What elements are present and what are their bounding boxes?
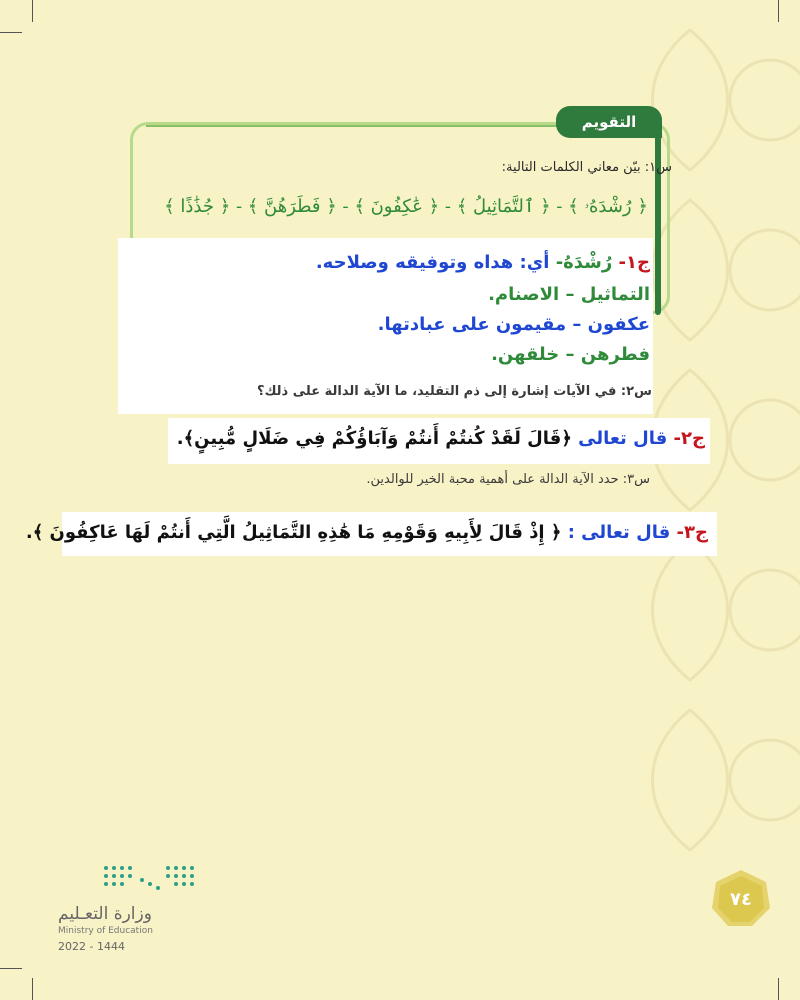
answer-1-meaning: أي: هداه وتوفيقه وصلاحه.: [315, 252, 550, 273]
answer-1-prefix: ج١-: [618, 252, 650, 273]
answer-1-line-3: عكفون – مقيمون على عبادتها.: [377, 314, 650, 335]
crop-mark: [32, 0, 33, 22]
question-1: س١: بيّن معاني الكلمات التالية:: [501, 160, 672, 175]
answer-2-verse: ﴿قَالَ لَقَدْ كُنتُمْ أَنتُمْ وَآبَاؤُكُمْ فِي ضَلَالٍ مُّبِينٍ﴾.: [176, 428, 572, 449]
crop-mark: [32, 978, 33, 1000]
answer-3-prefix: ج٣-: [676, 522, 708, 543]
answer-1-line-1: [316, 252, 650, 273]
answer-3-verse: ﴿ إِذْ قَالَ لِأَبِيهِ وَقَوْمِهِ مَا هَٰذِهِ التَّمَاثِيلُ الَّتِي أَنتُمْ لَهَا عَاكِفُونَ ﴾.: [25, 522, 562, 543]
question-2: س٢: في الآيات إشارة إلى ذم التقليد، ما الآية الدالة على ذلك؟: [257, 384, 652, 399]
section-tab: التقويم: [556, 106, 662, 138]
edition-year: 2022 - 1444: [58, 940, 125, 953]
page-number: ٧٤: [730, 888, 752, 910]
tab-line: [146, 125, 558, 127]
answer-3: [26, 522, 708, 543]
answer-1-line-2: التماثيل – الاصنام.: [488, 284, 650, 305]
crop-mark: [0, 968, 22, 969]
crop-mark: [778, 978, 779, 1000]
frame-accent: [655, 130, 661, 315]
question-3: س٣: حدد الآية الدالة على أهمية محبة الخير للوالدين.: [366, 472, 650, 487]
answer-2-intro: قال تعالى: [578, 428, 668, 449]
answer-3-intro: قال تعالى :: [567, 522, 671, 543]
answer-2: [177, 428, 705, 449]
crop-mark: [0, 32, 22, 33]
answer-2-prefix: ج٢-: [673, 428, 705, 449]
ministry-name-ar: وزارة التعـليم: [58, 904, 152, 924]
page-number-badge: [710, 868, 772, 930]
ministry-logo: [58, 862, 198, 962]
answer-1-line-4: فطرهن – خلقهن.: [491, 344, 650, 365]
quran-words: ﴿ رُشْدَهُۥ ﴾ - ﴿ ٱلتَّمَاثِيلُ ﴾ - ﴿ عَٰكِفُونَ ﴾ - ﴿ فَطَرَهُنَّ ﴾ - ﴿ جُذَٰذًا ﴾: [164, 196, 648, 217]
ministry-emblem-icon: [102, 862, 198, 894]
ministry-name-en: Ministry of Education: [58, 926, 153, 936]
crop-mark: [778, 0, 779, 22]
answer-1-word: رُشْدَهُ-: [555, 252, 613, 273]
